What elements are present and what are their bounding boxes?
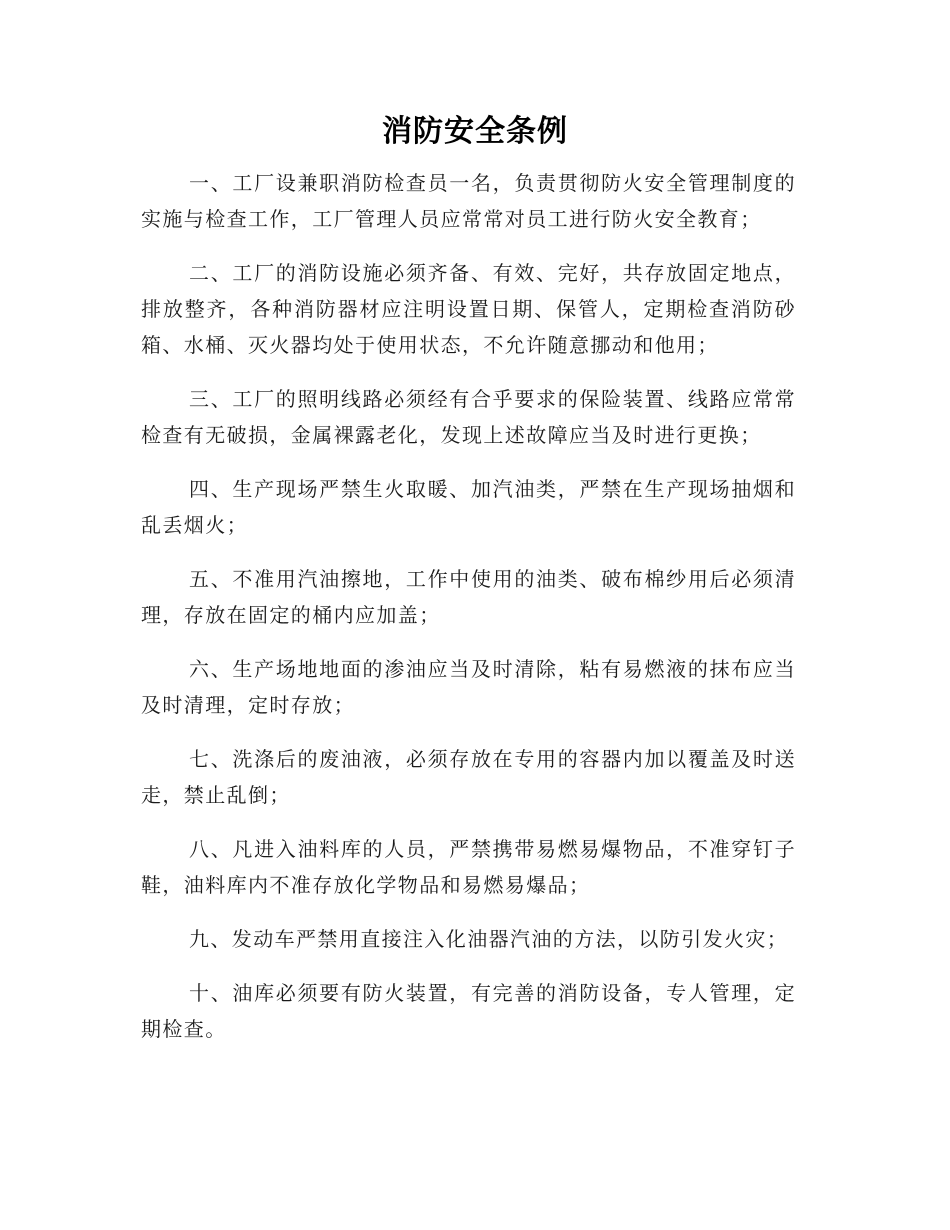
paragraph-3: 三、工厂的照明线路必须经有合乎要求的保险装置、线路应常常检查有无破损，金属裸露老化，发现上述故障应当及时进行更换； — [141, 387, 796, 447]
paragraph-7: 七、洗涤后的废油液，必须存放在专用的容器内加以覆盖及时送走，禁止乱倒； — [141, 747, 796, 807]
paragraph-4: 四、生产现场严禁生火取暖、加汽油类，严禁在生产现场抽烟和乱丢烟火； — [141, 477, 796, 537]
paragraph-2: 二、工厂的消防设施必须齐备、有效、完好，共存放固定地点，排放整齐，各种消防器材应注明设置日期、保管人，定期检查消防砂箱、水桶、灭火器均处于使用状态，不允许随意挪动和他用； — [141, 261, 796, 357]
paragraph-1: 一、工厂设兼职消防检查员一名，负责贯彻防火安全管理制度的实施与检查工作，工厂管理人员应常常对员工进行防火安全教育； — [141, 171, 796, 231]
paragraph-5: 五、不准用汽油擦地，工作中使用的油类、破布棉纱用后必须清理，存放在固定的桶内应加盖； — [141, 567, 796, 627]
page-title: 消防安全条例 — [382, 114, 568, 149]
paragraph-6: 六、生产场地地面的渗油应当及时清除，粘有易燃液的抹布应当及时清理，定时存放； — [141, 657, 796, 717]
paragraph-9: 九、发动车严禁用直接注入化油器汽油的方法，以防引发火灾； — [189, 927, 789, 951]
paragraph-8: 八、凡进入油料库的人员，严禁携带易燃易爆物品，不准穿钉子鞋，油料库内不准存放化学物品和易燃易爆品； — [141, 837, 796, 897]
paragraph-10: 十、油库必须要有防火装置，有完善的消防设备，专人管理，定期检查。 — [141, 981, 796, 1041]
document-body — [141, 165, 796, 1065]
